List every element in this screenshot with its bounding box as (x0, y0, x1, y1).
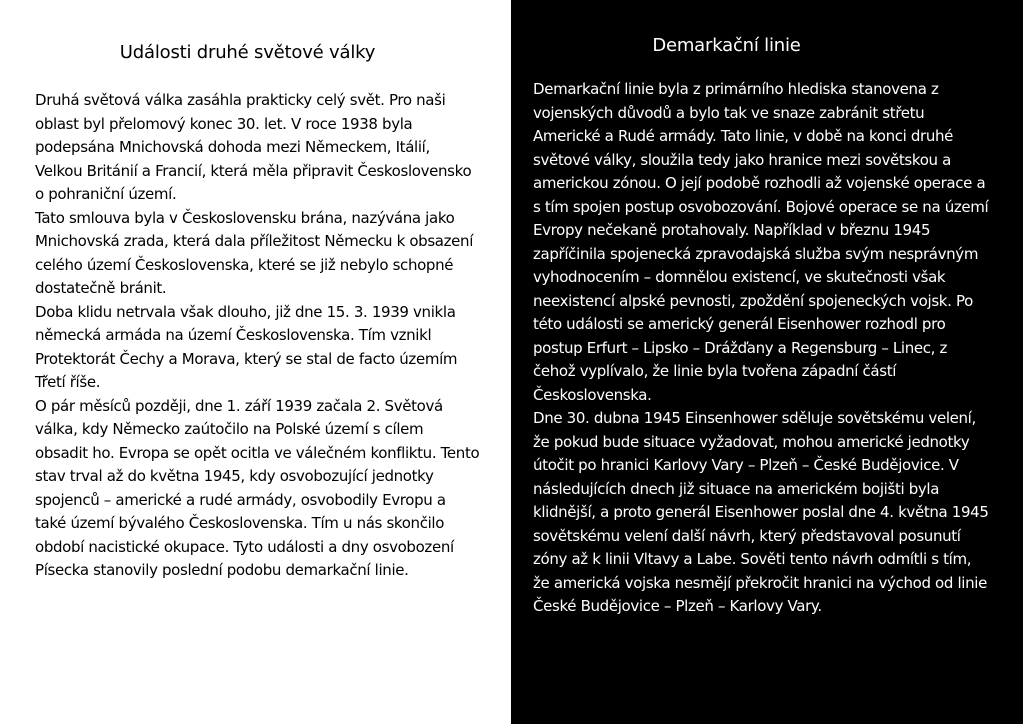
left-paragraph-1: Druhá světová válka zasáhla prakticky celý svět. Pro naši oblast byl přelomový konec 30. let. V roce 1938 byla podepsána Mnichovská dohoda mezi Německem, Itálií, Velkou Británií a Francií, která měla připravit Československo o pohraniční území. (35, 91, 472, 203)
right-paragraph-1: Demarkační linie byla z primárního hlediska stanovena z vojenských důvodů a bylo tak ve snaze zabránit střetu Americké a Rudé armády. Tato linie, v době na konci druhé světové války, sloužila tedy jako hranice mezi sovětskou a americkou zónou. O její podobě rozhodli až vojenské operace a s tím spojen postup osvobozování. Bojové operace se na území Evropy nečekaně protahovaly. Například v březnu 1945 zapříčinila spojenecká zpravodajská služba svým nesprávným vyhodnocením – domnělou existencí, ve skutečnosti však neexistencí alpské pevnosti, zpoždění spojeneckých vojsk. Po této události se americký generál Eisenhower rozhodl pro postup Erfurt – Lipsko – Drážďany a Regensburg – Linec, z čehož vyplívalo, že linie byla tvořena západní částí Československa. (533, 80, 989, 404)
left-page-title: Události druhé světové války (119, 42, 376, 63)
right-page-panel (511, 0, 1023, 724)
right-paragraph-2: Dne 30. dubna 1945 Einsenhower sděluje sovětskému velení, že pokud bude situace vyžadovat, mohou americké jednotky útočit po hranici Karlovy Vary – Plzeň – České Budějovice. V následujících dnech již situace na americkém bojišti byla klidnější, a proto generál Eisenhower poslal dne 4. května 1945 sovětskému velení další návrh, který představoval posunutí zóny až k linii Vltavy a Labe. Sověti tento návrh odmítli s tím, že americká vojska nesmějí překročit hranici na východ od linie České Budějovice – Plzeň – Karlovy Vary. (533, 409, 989, 615)
left-page-panel (0, 0, 511, 724)
left-paragraph-4: O pár měsíců později, dne 1. září 1939 začala 2. Světová válka, kdy Německo zaútočilo na Polské území s cílem obsadit ho. Evropa se opět ocitla ve válečném konfliktu. Tento stav trval až do května 1945, kdy osvobozující jednotky spojenců – americké a rudé armády, osvobodily Evropu a také území bývalého Československa. Tím u nás skončilo období nacistické okupace. Tyto události a dny osvobození Písecka stanovily poslední podobu demarkační linie. (35, 396, 480, 579)
left-paragraph-2: Tato smlouva byla v Československu brána, nazývána jako Mnichovská zrada, která dala příležitost Německu k obsazení celého území Československa, které se již nebylo schopné dostatečně bránit. (35, 208, 474, 297)
right-page-body (533, 78, 989, 619)
right-page-title: Demarkační linie (652, 35, 801, 56)
left-page-body (35, 89, 480, 583)
left-paragraph-3: Doba klidu netrvala však dlouho, již dne 15. 3. 1939 vnikla německá armáda na území Československa. Tím vznikl Protektorát Čechy a Morava, který se stal de facto územím Třetí říše. (35, 302, 458, 391)
